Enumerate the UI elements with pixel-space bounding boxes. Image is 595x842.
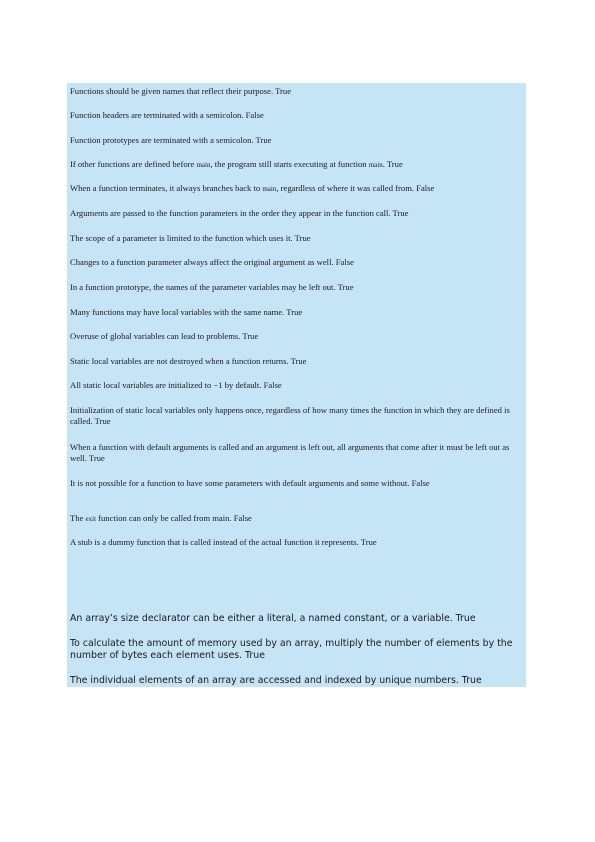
statement-12: Static local variables are not destroyed when a function returns. True (70, 356, 307, 366)
array-statement-1: An array’s size declarator can be either a literal, a named constant, or a variable. True (70, 613, 476, 624)
statement-5-text-b: , regardless of where it was called from. False (276, 183, 435, 193)
code-exit: exit (85, 515, 97, 523)
statement-1: Functions should be given names that reflect their purpose. True (70, 86, 292, 96)
statement-3: Function prototypes are terminated with a semicolon. True (70, 135, 272, 145)
statement-15: When a function with default arguments is called and an argument is left out, all arguments that come after it must be left out as well. True (70, 442, 510, 463)
statement-10: Many functions may have local variables with the same name. True (70, 307, 303, 317)
statement-7: The scope of a parameter is limited to the function which uses it. True (70, 233, 311, 243)
statement-13: All static local variables are initialized to −1 by default. False (70, 380, 282, 390)
statement-18: A stub is a dummy function that is called instead of the actual function it represents. True (70, 537, 377, 547)
statement-4-text-b: , the program still starts executing at function (210, 159, 369, 169)
statement-5 (70, 183, 522, 195)
statement-4-text-c: . True (382, 159, 403, 169)
code-main: main (196, 161, 211, 169)
statement-2: Function headers are terminated with a semicolon. False (70, 110, 264, 120)
code-main: main (368, 161, 383, 169)
array-statement-3: The individual elements of an array are accessed and indexed by unique numbers. True (70, 675, 482, 686)
statement-14: Initialization of static local variables only happens once, regardless of how many times the function in which they are defined is called. True (70, 405, 510, 426)
statement-11: Overuse of global variables can lead to problems. True (70, 331, 259, 341)
statement-9: In a function prototype, the names of the parameter variables may be left out. True (70, 282, 354, 292)
code-main: main (262, 185, 277, 193)
statement-16: It is not possible for a function to have some parameters with default arguments and some without. False (70, 478, 430, 488)
statement-8: Changes to a function parameter always affect the original argument as well. False (70, 257, 354, 267)
statement-17-text-b: function can only be called from main. False (96, 513, 252, 523)
statement-6: Arguments are passed to the function parameters in the order they appear in the function call. True (70, 208, 409, 218)
statement-5-text-a: When a function terminates, it always branches back to (70, 183, 263, 193)
array-statement-2: To calculate the amount of memory used by an array, multiply the number of elements by the number of bytes each element uses. True (70, 638, 513, 661)
statement-17 (70, 513, 522, 525)
statement-17-text-a: The (70, 513, 86, 523)
statement-4-text-a: If other functions are defined before (70, 159, 197, 169)
statement-4 (70, 159, 522, 171)
